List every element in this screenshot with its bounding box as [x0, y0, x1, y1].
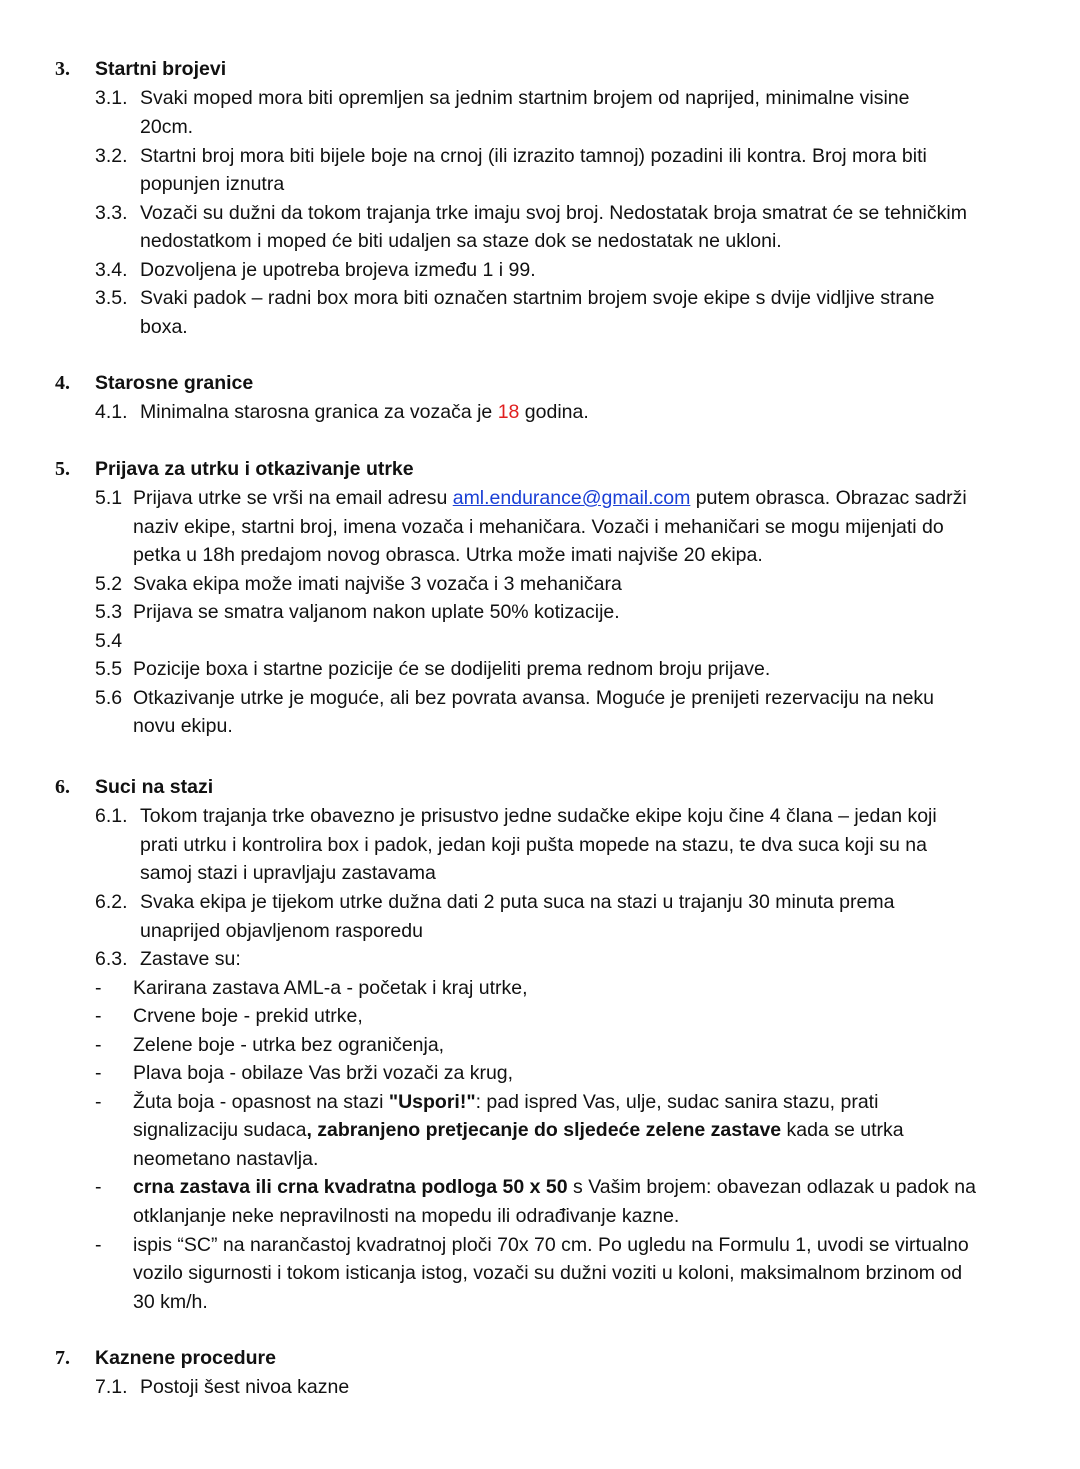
flag-text: : pad ispred Vas, ulje, sudac sanira stazu, prati: [475, 1091, 879, 1113]
item-text: boxa.: [140, 316, 188, 338]
item-text: Svaki padok – radni box mora biti označen startnim brojem svoje ekipe s dvije vidljive strane: [140, 287, 935, 309]
item-number: 6.2.: [95, 891, 128, 913]
item-text: Startni broj mora biti bijele boje na crnoj (ili izrazito tamnoj) pozadini ili kontra. Broj mora biti: [140, 145, 927, 167]
item-text: Pozicije boxa i startne pozicije će se dodijeliti prema rednom broju prijave.: [133, 658, 771, 680]
age-limit-value: 18: [497, 401, 520, 423]
flag-text-bold: crna zastava ili crna kvadratna podloga 50 x 50: [133, 1176, 568, 1198]
bullet-dash: -: [95, 1176, 102, 1198]
item-text: Svaki moped mora biti opremljen sa jednim startnim brojem od naprijed, minimalne visine: [140, 87, 910, 109]
item-number: 3.4.: [95, 259, 128, 281]
section-heading: Startni brojevi: [95, 58, 227, 80]
item-text: samoj stazi i upravljaju zastavama: [140, 862, 436, 884]
item-number: 6.3.: [95, 948, 128, 970]
item-text: prati utrku i kontrolira box i padok, jedan koji pušta mopede na stazu, te dva suca koji su na: [140, 834, 927, 856]
flag-item: Karirana zastava AML-a - početak i kraj utrke,: [133, 977, 528, 999]
item-text: Otkazivanje utrke je moguće, ali bez povrata avansa. Moguće je prenijeti rezervaciju na neku: [133, 687, 935, 709]
item-text: [140, 400, 589, 424]
bullet-dash: -: [95, 1091, 102, 1113]
item-text: petka u 18h predajom novog obrasca. Utrka može imati najviše 20 ekipa.: [133, 544, 763, 566]
bullet-dash: -: [95, 1034, 102, 1056]
flag-item-continued: neometano nastavlja.: [133, 1148, 319, 1170]
item-text-post: putem obrasca. Obrazac sadrži: [690, 487, 967, 509]
item-number: 3.2.: [95, 145, 128, 167]
flag-item-continued: vozilo sigurnosti i tokom isticanja istog, vozači su dužni voziti u koloni, maksimalnom brzinom od: [133, 1262, 963, 1284]
item-text: Vozači su dužni da tokom trajanja trke imaju svoj broj. Nedostatak broja smatrat će se tehničkim: [140, 202, 967, 224]
bullet-dash: -: [95, 1234, 102, 1256]
item-number: 3.5.: [95, 287, 128, 309]
item-text: Dozvoljena je upotreba brojeva između 1 i 99.: [140, 259, 536, 281]
item-text: popunjen iznutra: [140, 173, 285, 195]
section-heading: Starosne granice: [95, 372, 254, 394]
item-text: Prijava se smatra valjanom nakon uplate 50% kotizacije.: [133, 601, 620, 623]
flag-text: kada se utrka: [781, 1119, 904, 1141]
item-text: [133, 486, 967, 510]
flag-item: Zelene boje - utrka bez ograničenja,: [133, 1034, 445, 1056]
section-heading: Prijava za utrku i otkazivanje utrke: [95, 458, 414, 480]
item-number: 3.3.: [95, 202, 128, 224]
flag-item: Plava boja - obilaze Vas brži vozači za krug,: [133, 1062, 514, 1084]
item-text-post: godina.: [519, 401, 589, 423]
item-text: naziv ekipe, startni broj, imena vozača i mehaničara. Vozači i mehaničari se mogu mijenjati do: [133, 516, 944, 538]
flag-item-continued: otklanjanje neke nepravilnosti na mopedu ili odrađivanje kazne.: [133, 1205, 680, 1227]
bullet-dash: -: [95, 1062, 102, 1084]
flag-text: s Vašim brojem: obavezan odlazak u padok na: [567, 1176, 976, 1198]
flag-text: signalizaciju sudaca: [133, 1119, 307, 1141]
bullet-dash: -: [95, 977, 102, 999]
flag-text-bold: , zabranjeno pretjecanje do sljedeće zelene zastave: [306, 1119, 782, 1141]
flag-item: [133, 1175, 976, 1199]
item-text: 20cm.: [140, 116, 194, 138]
flag-item: Crvene boje - prekid utrke,: [133, 1005, 363, 1027]
section-number: 6.: [55, 776, 70, 798]
item-text-pre: Prijava utrke se vrši na email adresu: [133, 487, 453, 509]
item-number: 6.1.: [95, 805, 128, 827]
flag-item: [133, 1090, 878, 1114]
item-number: 5.2: [95, 573, 123, 595]
flag-item-continued: [133, 1118, 904, 1142]
section-number: 3.: [55, 58, 70, 80]
item-text: unaprijed objavljenom rasporedu: [140, 920, 423, 942]
bullet-dash: -: [95, 1005, 102, 1027]
section-number: 7.: [55, 1347, 70, 1369]
flag-text-bold: "Uspori!": [388, 1091, 476, 1113]
item-number: 4.1.: [95, 401, 128, 423]
section-number: 5.: [55, 458, 70, 480]
item-text-pre: Minimalna starosna granica za vozača je: [140, 401, 498, 423]
section-heading: Suci na stazi: [95, 776, 214, 798]
item-number: 5.5: [95, 658, 123, 680]
item-text: Svaka ekipa može imati najviše 3 vozača i 3 mehaničara: [133, 573, 622, 595]
item-number: 3.1.: [95, 87, 128, 109]
item-number: 5.1: [95, 487, 123, 509]
item-number: 5.6: [95, 687, 123, 709]
item-text: Tokom trajanja trke obavezno je prisustvo jedne sudačke ekipe koju čine 4 člana – jedan koji: [140, 805, 937, 827]
flag-item: ispis “SC” na narančastoj kvadratnoj ploči 70x 70 cm. Po ugledu na Formulu 1, uvodi se virtualno: [133, 1234, 969, 1256]
item-number: 5.4: [95, 630, 123, 652]
item-text: Zastave su:: [140, 948, 241, 970]
item-text: Svaka ekipa je tijekom utrke dužna dati 2 puta suca na stazi u trajanju 30 minuta prema: [140, 891, 895, 913]
email-link[interactable]: aml.endurance@gmail.com: [452, 487, 691, 509]
flag-text: Žuta boja - opasnost na stazi: [133, 1091, 389, 1113]
item-number: 5.3: [95, 601, 123, 623]
item-text: nedostatkom i moped će biti udaljen sa staze dok se nedostatak ne ukloni.: [140, 230, 782, 252]
item-text: Postoji šest nivoa kazne: [140, 1376, 350, 1398]
item-text: novu ekipu.: [133, 715, 233, 737]
flag-item-continued: 30 km/h.: [133, 1291, 208, 1313]
section-heading: Kaznene procedure: [95, 1347, 276, 1369]
item-number: 7.1.: [95, 1376, 128, 1398]
section-number: 4.: [55, 372, 70, 394]
